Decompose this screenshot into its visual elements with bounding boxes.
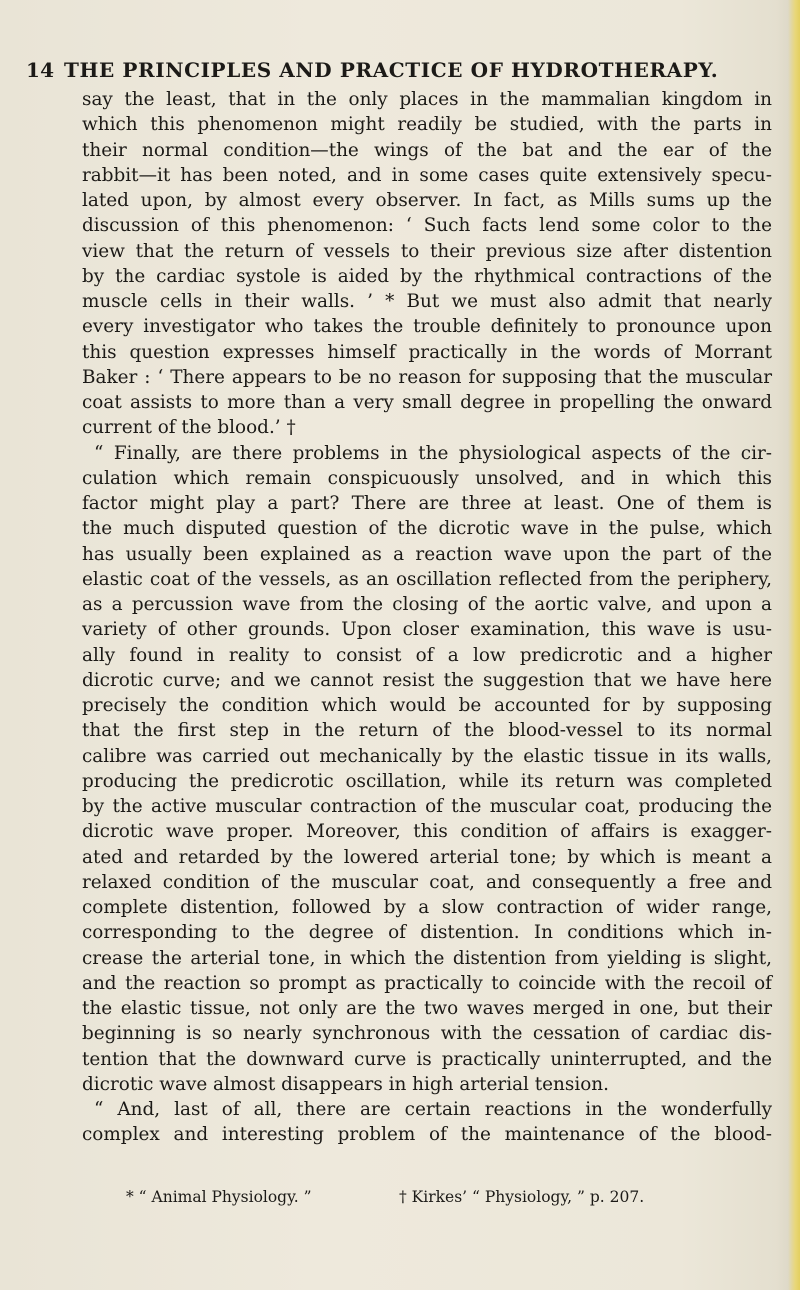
text-line: current of the blood.’ † [82,417,296,439]
text-line: dicrotic wave almost disappears in high arterial tension. [82,1073,609,1095]
text-line: dicrotic curve; and we cannot resist the suggestion that we have here [82,669,772,691]
text-line: variety of other grounds. Upon closer examination, this wave is usu- [82,619,772,641]
text-line: culation which remain conspicuously unsolved, and in which this [82,467,772,489]
text-line: every investigator who takes the trouble definitely to pronounce upon [82,316,772,338]
text-line: muscle cells in their walls. ’ * But we must also admit that nearly [82,291,772,312]
text-line: which this phenomenon might readily be studied, with the parts in [82,114,772,136]
text-line: Baker : ‘ There appears to be no reason for supposing that the muscular [82,366,772,388]
text-line: that the first step in the return of the blood-vessel to its normal [82,720,772,742]
text-line: ally found in reality to consist of a low predicrotic and a higher [82,644,772,666]
body-text [82,87,772,1148]
text-line: by the active muscular contraction of the muscular coat, producing the [82,796,772,817]
text-line: this question expresses himself practically in the words of Morrant [82,341,772,363]
text-line: discussion of this phenomenon: ‘ Such facts lend some color to the [82,215,772,237]
page-header [26,58,766,88]
text-line: coat assists to more than a very small degree in propelling the onward [82,392,772,413]
text-line: crease the arterial tone, in which the distention from yielding is slight, [82,947,772,969]
footnote-animal-physiology: * “ Animal Physiology. ” [126,1188,312,1206]
text-line: precisely the condition which would be accounted for by supposing [82,695,772,716]
text-line: by the cardiac systole is aided by the rhythmical contractions of the [82,265,772,287]
text-line: “ Finally, are there problems in the physiological aspects of the cir- [94,442,772,464]
text-line: and the reaction so prompt as practically to coincide with the recoil of [82,972,772,994]
text-line: rabbit—it has been noted, and in some cases quite extensively specu- [82,164,772,186]
text-line: the much disputed question of the dicrotic wave in the pulse, which [82,518,772,540]
text-line: as a percussion wave from the closing of the aortic valve, and upon a [82,594,772,615]
text-line: lated upon, by almost every observer. In fact, as Mills sums up the [82,190,772,211]
text-line: calibre was carried out mechanically by the elastic tissue in its walls, [82,745,772,767]
footnotes [126,1186,766,1208]
text-line: complete distention, followed by a slow contraction of wider range, [82,897,772,918]
running-head: THE PRINCIPLES AND PRACTICE OF HYDROTHERAPY. [64,58,719,82]
text-line: say the least, that in the only places in the mammalian kingdom in [82,89,772,110]
text-line: elastic coat of the vessels, as an oscillation reflected from the periphery, [82,568,772,590]
text-line: the elastic tissue, not only are the two waves merged in one, but their [82,998,772,1019]
text-line: complex and interesting problem of the maintenance of the blood- [82,1124,772,1146]
text-line: factor might play a part? There are three at least. One of them is [82,493,772,514]
text-line: corresponding to the degree of distention. In conditions which in- [82,922,772,944]
text-line: producing the predicrotic oscillation, while its return was completed [82,770,772,792]
text-line: relaxed condition of the muscular coat, and consequently a free and [82,871,772,893]
footnote-kirkes-physiology: † Kirkes’ “ Physiology, ” p. 207. [399,1188,645,1206]
text-line: ated and retarded by the lowered arterial tone; by which is meant a [82,846,772,868]
page-edge-gilt [788,0,800,1290]
text-line: view that the return of vessels to their previous size after distention [82,240,772,262]
text-line: tention that the downward curve is practically uninterrupted, and the [82,1048,772,1070]
text-line: “ And, last of all, there are certain reactions in the wonderfully [94,1099,772,1120]
page-number: 14 [26,58,55,82]
text-line: has usually been explained as a reaction wave upon the part of the [82,543,772,565]
text-line: their normal condition—the wings of the bat and the ear of the [82,139,772,161]
text-line: dicrotic wave proper. Moreover, this condition of affairs is exagger- [82,821,772,843]
text-line: beginning is so nearly synchronous with the cessation of cardiac dis- [82,1023,772,1045]
